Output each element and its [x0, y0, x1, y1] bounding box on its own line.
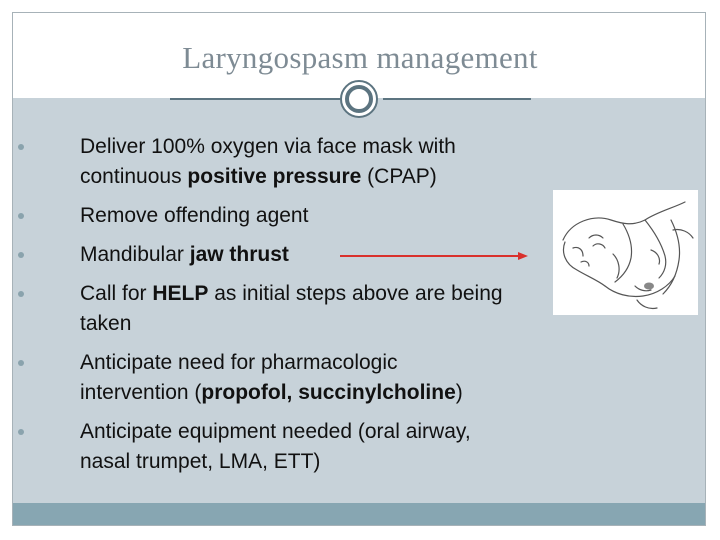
emphasis-text: HELP: [152, 282, 209, 305]
bullet-text: nasal trumpet, LMA, ETT): [80, 450, 321, 473]
bullet-text: Remove offending agent: [80, 204, 309, 227]
bullet-text: Deliver 100% oxygen via face mask with: [80, 135, 456, 158]
bullet-text: Anticipate need for pharmacologic: [80, 351, 398, 374]
bullet-text: Mandibular: [80, 243, 190, 266]
bullet-text: continuous: [80, 165, 188, 188]
jaw-thrust-illustration-icon: [553, 190, 698, 315]
bullet-text: as initial steps above are being: [208, 282, 503, 305]
bullet-text: Call for: [80, 282, 153, 305]
bullet-text: (CPAP): [361, 165, 437, 188]
bullet-text: taken: [80, 312, 132, 335]
emphasis-text: positive pressure: [187, 165, 362, 188]
slide-title: Laryngospasm management: [182, 40, 538, 75]
emphasis-text: propofol, succinylcholine: [201, 381, 456, 404]
bullet-text: Anticipate equipment needed (oral airway,: [80, 420, 471, 443]
bullet-text: ): [455, 381, 463, 404]
bullet-text: intervention (: [80, 381, 202, 404]
emphasis-text: jaw thrust: [189, 243, 289, 266]
footer-bar: [13, 503, 705, 525]
